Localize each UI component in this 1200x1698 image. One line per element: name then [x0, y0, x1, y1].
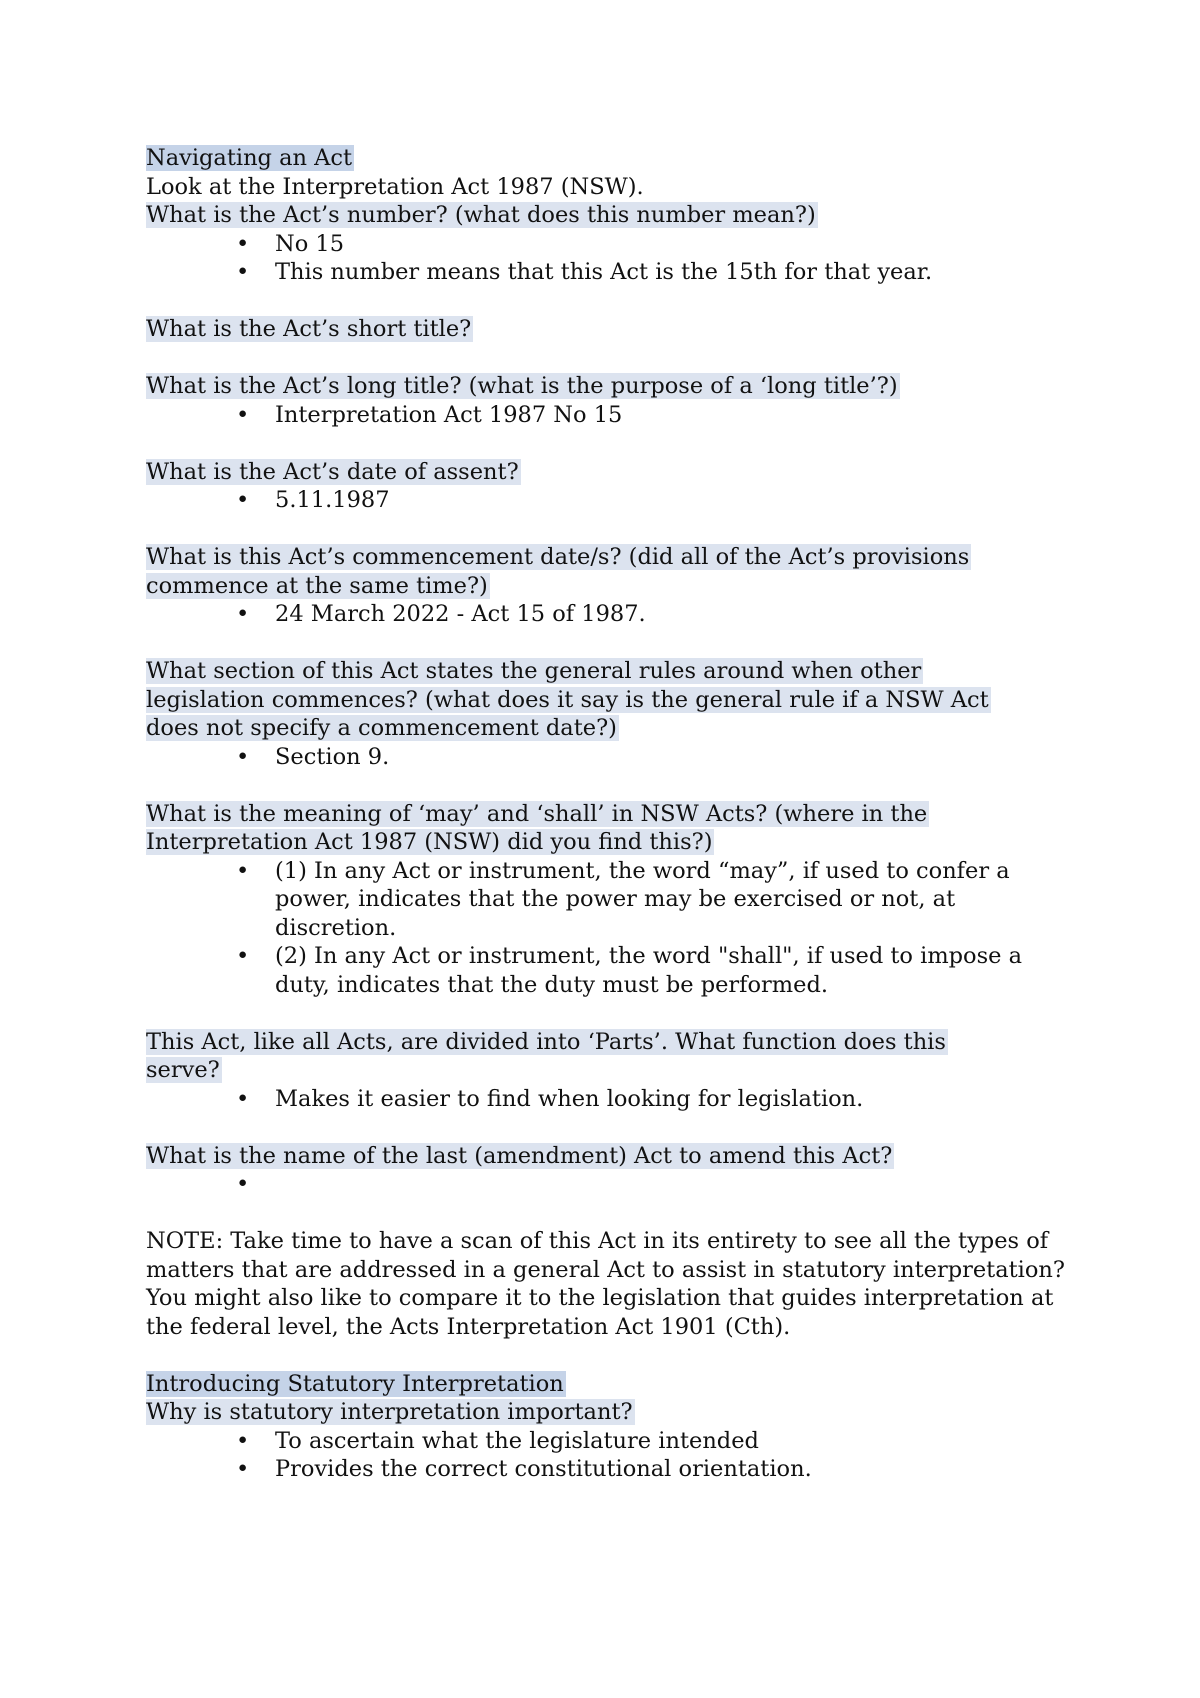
answer-list-last-amendment	[146, 1170, 1076, 1199]
document-page	[146, 144, 1076, 1484]
list-item: • Interpretation Act 1987 No 15	[275, 401, 1076, 430]
question-act-number: What is the Act’s number? (what does this number mean?)	[146, 202, 816, 228]
intro-text: Look at the Interpretation Act 1987 (NSW).	[146, 173, 644, 200]
list-item: • 24 March 2022 - Act 15 of 1987.	[275, 600, 1076, 629]
answer-list-commencement	[146, 600, 1076, 629]
list-item: • (2) In any Act or instrument, the word "shall", if used to impose a duty, indicates that the duty must be performed.	[275, 942, 1076, 999]
question-short-title: What is the Act’s short title?	[146, 316, 472, 342]
section-heading-statutory-interpretation: Introducing Statutory Interpretation	[146, 1370, 564, 1397]
answer-list-long-title	[146, 401, 1076, 430]
question-last-amendment: What is the name of the last (amendment) Act to amend this Act?	[146, 1142, 893, 1169]
question-may-shall: What is the meaning of ‘may’ and ‘shall’ in NSW Acts? (where in the Interpretation Act 1987 (NSW) did you find this?)	[146, 800, 928, 855]
list-item: • Section 9.	[275, 743, 1076, 772]
question-commencement: What is this Act’s commencement date/s? (did all of the Act’s provisions commence at the same time?)	[146, 544, 970, 599]
answer-list-may-shall	[146, 857, 1076, 1000]
question-date-of-assent: What is the Act’s date of assent?	[146, 458, 519, 485]
question-why-important: Why is statutory interpretation important?	[146, 1399, 633, 1425]
list-item	[275, 1170, 1076, 1199]
question-general-rules: What section of this Act states the general rules around when other legislation commences? (what does it say is the general rule if a NSW Act does not specify a commencement date?)	[146, 658, 989, 741]
section-heading-navigating: Navigating an Act	[146, 145, 353, 171]
list-item: • To ascertain what the legislature intended	[275, 1427, 1076, 1456]
answer-list-act-number	[146, 230, 1076, 287]
answer-list-parts	[146, 1085, 1076, 1114]
list-item: • (1) In any Act or instrument, the word “may”, if used to confer a power, indicates that the power may be exercised or not, at discretion.	[275, 857, 1076, 943]
answer-list-date-of-assent	[146, 486, 1076, 515]
question-long-title: What is the Act’s long title? (what is the purpose of a ‘long title’?)	[146, 373, 898, 399]
note-paragraph: NOTE: Take time to have a scan of this Act in its entirety to see all the types of matters that are addressed in a general Act to assist in statutory interpretation? You might also like to compare it to the legislation that guides interpretation at the federal level, the Acts Interpretation Act 1901 (Cth).	[146, 1228, 1065, 1340]
list-item: • This number means that this Act is the 15th for that year.	[275, 258, 1076, 287]
list-item: • No 15	[275, 230, 1076, 259]
list-item: • Provides the correct constitutional orientation.	[275, 1455, 1076, 1484]
answer-list-general-rules	[146, 743, 1076, 772]
list-item: • 5.11.1987	[275, 486, 1076, 515]
question-parts: This Act, like all Acts, are divided into ‘Parts’. What function does this serve?	[146, 1028, 946, 1083]
answer-list-why-important	[146, 1427, 1076, 1484]
list-item: • Makes it easier to find when looking for legislation.	[275, 1085, 1076, 1114]
